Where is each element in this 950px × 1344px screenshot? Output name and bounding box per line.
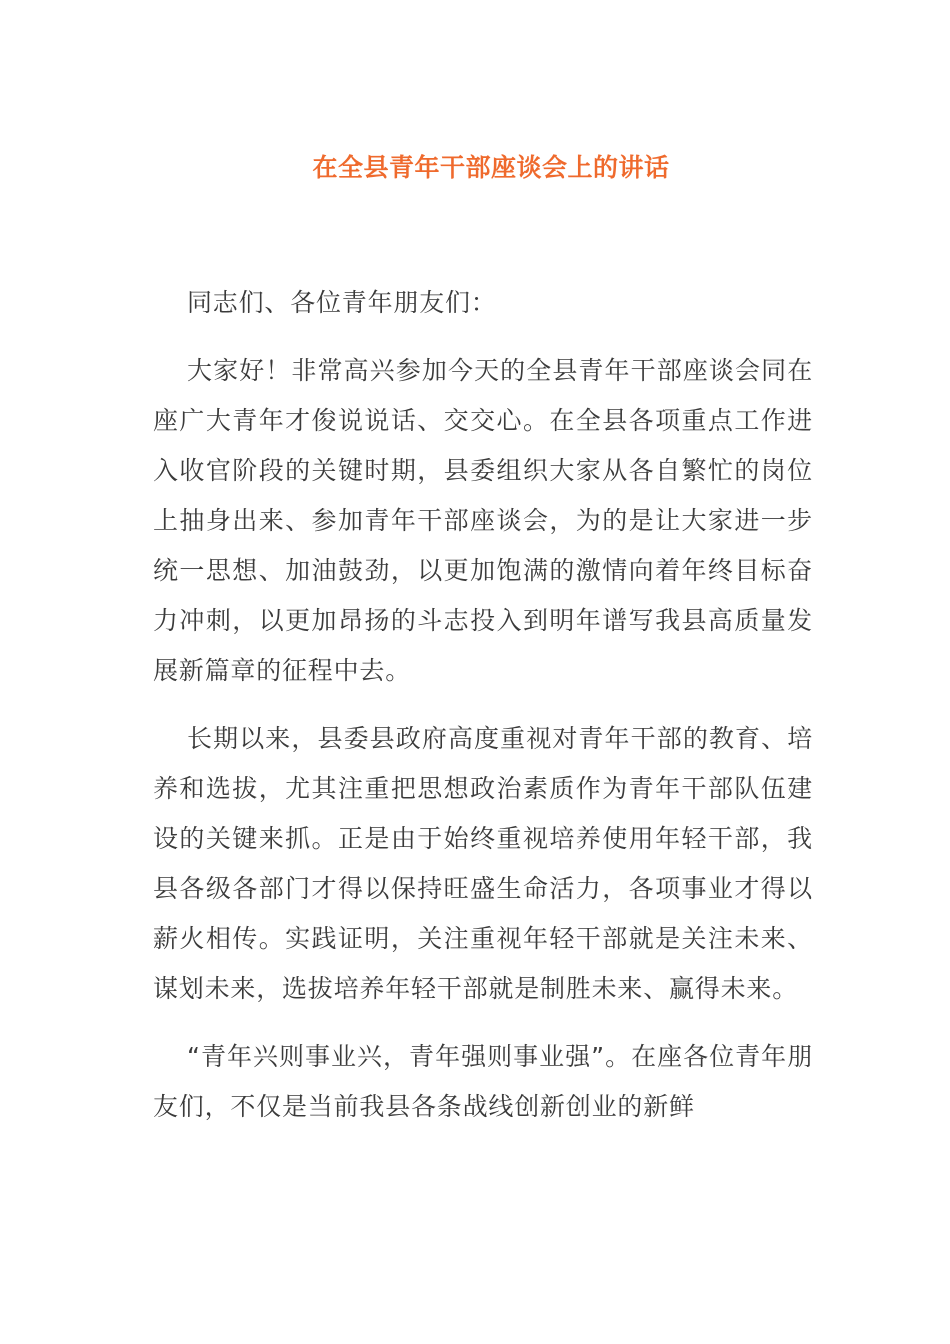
- document-body: [153, 278, 813, 1150]
- paragraph-salutation: 同志们、各位青年朋友们：: [187, 288, 497, 317]
- document-title: 在全县青年干部座谈会上的讲话: [312, 153, 670, 182]
- paragraph-cadre-training: 长期以来，县委县政府高度重视对青年干部的教育、培养和选拔，尤其注重把思想政治素质作为青年干部队伍建设的关键来抓。正是由于始终重视培养使用年轻干部，我县各级各部门才得以保持旺盛生命活力，各项事业才得以薪火相传。实践证明，关注重视年轻干部就是关注未来、谋划未来，选拔培养年轻干部就是制胜未来、赢得未来。: [153, 724, 813, 1003]
- paragraph-greeting: 大家好！非常高兴参加今天的全县青年干部座谈会同在座广大青年才俊说说话、交交心。在全县各项重点工作进入收官阶段的关键时期，县委组织大家从各自繁忙的岗位上抽身出来、参加青年干部座谈会，为的是让大家进一步统一思想、加油鼓劲，以更加饱满的激情向着年终目标奋力冲刺，以更加昂扬的斗志投入到明年谱写我县高质量发展新篇章的征程中去。: [153, 356, 813, 685]
- paragraph-youth-quote: “青年兴则事业兴，青年强则事业强”。在座各位青年朋友们，不仅是当前我县各条战线创新创业的新鲜: [153, 1042, 813, 1121]
